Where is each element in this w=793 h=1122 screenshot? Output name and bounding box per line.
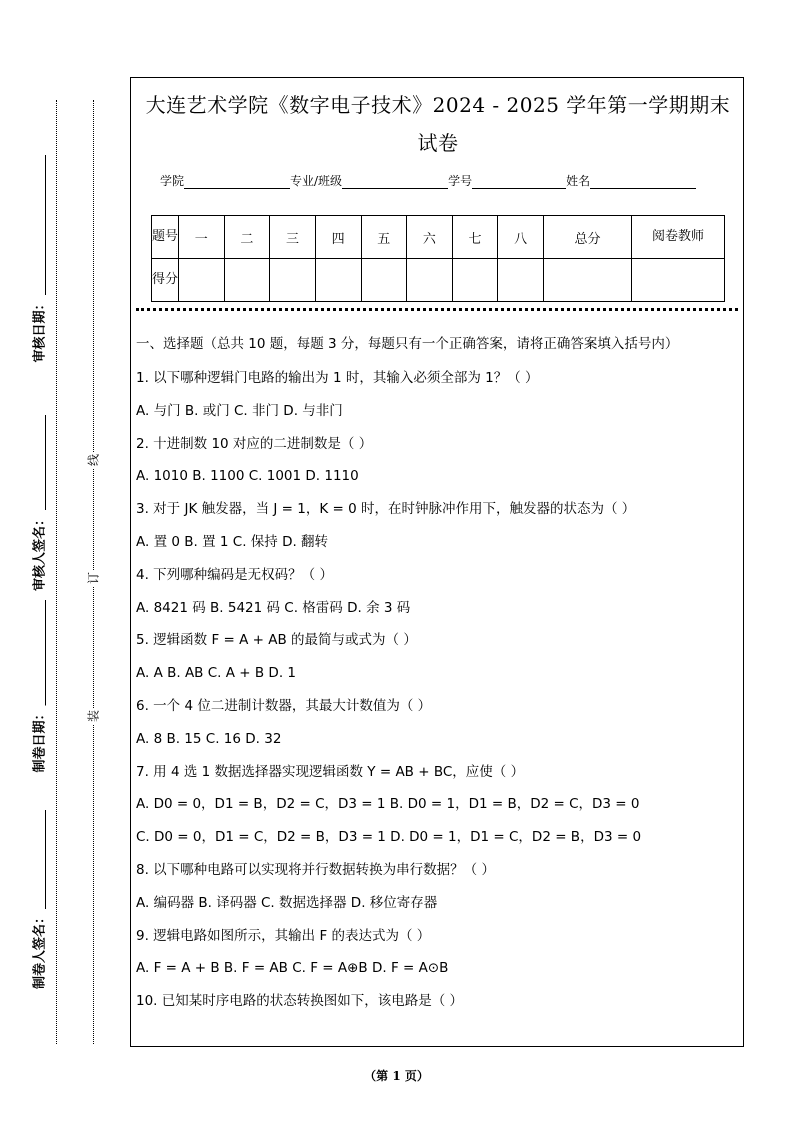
score-cell[interactable] [270,259,316,302]
question-5-options: A. A B. AB C. A + B D. 1 [136,665,296,682]
question-2-stem: 2. 十进制数 10 对应的二进制数是（ ） [136,435,373,452]
header-cell-score: 得分 [152,259,179,302]
binding-dotted-line-outer [56,100,57,1044]
binding-char-zhuang: 装 [86,709,101,723]
question-8-options: A. 编码器 B. 译码器 C. 数据选择器 D. 移位寄存器 [136,894,438,911]
question-4-options: A. 8421 码 B. 5421 码 C. 格雷码 D. 余 3 码 [136,599,411,616]
name-label: 姓名 [566,174,591,188]
question-5-stem: 5. 逻辑函数 F = A + AB 的最简与或式为（ ） [136,632,417,649]
col-7: 七 [452,216,498,259]
student-id-field[interactable] [472,174,566,189]
col-1: 一 [179,216,225,259]
exam-title: 大连艺术学院《数字电子技术》2024 - 2025 学年第一学期期末试卷 [145,93,731,155]
college-label: 学院 [160,174,185,188]
major-class-label: 专业/班级 [290,174,343,188]
question-7-stem: 7. 用 4 选 1 数据选择器实现逻辑函数 Y = AB + BC，应使（ ） [136,763,525,780]
question-7-options-cd: C. D0 = 0，D1 = C，D2 = B，D3 = 1 D. D0 = 1，D1 = C，D2 = B，D3 = 0 [136,829,642,846]
prepare-date-label: 制卷日期： [29,705,48,774]
score-table-score-row [152,259,725,302]
col-total: 总分 [544,216,632,259]
dotted-separator [136,308,738,311]
question-3-options: A. 置 0 B. 置 1 C. 保持 D. 翻转 [136,533,329,550]
reviewer-signature-blank [45,415,46,510]
score-cell-grader[interactable] [632,259,725,302]
col-4: 四 [315,216,361,259]
question-6-stem: 6. 一个 4 位二进制计数器，其最大计数值为（ ） [136,697,432,714]
question-9-stem: 9. 逻辑电路如图所示，其输出 F 的表达式为（ ） [136,927,431,944]
page-number: （第 1 页） [364,1069,429,1083]
college-field[interactable] [184,174,290,189]
question-10-stem: 10. 已知某时序电路的状态转换图如下，该电路是（ ） [136,993,464,1010]
score-cell[interactable] [452,259,498,302]
preparer-signature-label: 制卷人签名： [29,909,48,991]
col-8: 八 [498,216,544,259]
score-cell[interactable] [179,259,225,302]
prepare-date-blank [45,600,46,710]
reviewer-signature-label: 审核人签名： [29,511,48,593]
col-2: 二 [224,216,270,259]
review-date-blank [45,155,46,295]
review-date-label: 审核日期： [29,295,48,364]
question-9-options: A. F = A + B B. F = AB C. F = A⊕B D. F = A⊙B [136,960,449,977]
score-cell[interactable] [498,259,544,302]
question-1-stem: 1. 以下哪种逻辑门电路的输出为 1 时，其输入必须全部为 1？（ ） [136,370,539,386]
question-6-options: A. 8 B. 15 C. 16 D. 32 [136,730,282,747]
col-3: 三 [270,216,316,259]
question-2-options: A. 1010 B. 1100 C. 1001 D. 1110 [136,468,359,485]
preparer-signature-blank [45,810,46,920]
col-6: 六 [407,216,453,259]
name-field[interactable] [590,174,696,189]
question-7-options-ab: A. D0 = 0，D1 = B，D2 = C，D3 = 1 B. D0 = 1，D1 = B，D2 = C，D3 = 0 [136,796,640,813]
score-cell[interactable] [224,259,270,302]
question-8-stem: 8. 以下哪种电路可以实现将并行数据转换为串行数据？（ ） [136,861,495,878]
student-info-line [160,172,730,189]
score-table-header-row [152,216,725,259]
score-table [151,215,725,302]
question-3-stem: 3. 对于 JK 触发器，当 J = 1，K = 0 时，在时钟脉冲作用下，触发器的状态为（ ） [136,501,636,518]
binding-char-xian: 线 [86,453,101,467]
score-cell[interactable] [361,259,407,302]
major-class-field[interactable] [342,174,448,189]
section-multiple-choice [136,333,742,1018]
question-1-options: A. 与门 B. 或门 C. 非门 D. 与非门 [136,402,343,419]
col-grader: 阅卷教师 [632,216,725,259]
col-5: 五 [361,216,407,259]
score-cell-total[interactable] [544,259,632,302]
question-4-stem: 4. 下列哪种编码是无权码？（ ） [136,566,333,583]
binding-char-ding: 订 [86,571,101,585]
score-cell[interactable] [315,259,361,302]
section-heading: 一、选择题（总共 10 题，每题 3 分，每题只有一个正确答案，请将正确答案填入括号内） [136,336,679,352]
student-id-label: 学号 [448,174,473,188]
header-cell-question-no: 题号 [152,216,179,259]
score-cell[interactable] [407,259,453,302]
